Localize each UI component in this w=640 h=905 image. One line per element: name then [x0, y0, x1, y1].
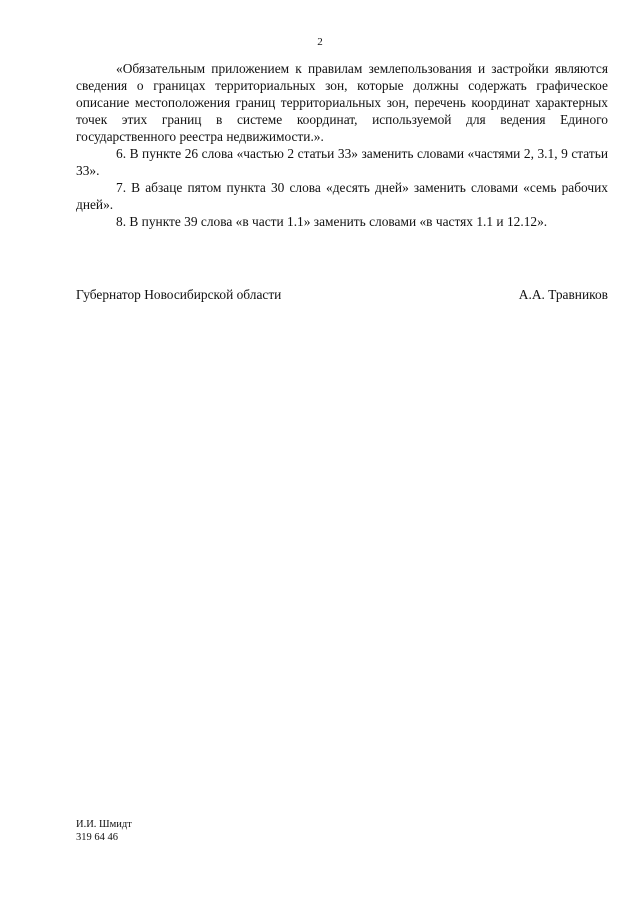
- paragraph-quote: «Обязательным приложением к правилам землепользования и застройки являются сведения о границах территориальных зон, которые должны содержать графическое описание местоположения границ территориальных зон, перечень координат характерных точек этих границ в системе координат, используемой для ведения Единого государственного реестра недвижимости.».: [76, 61, 608, 144]
- paragraph-item-8: 8. В пункте 39 слова «в части 1.1» заменить словами «в частях 1.1 и 12.12».: [116, 214, 548, 229]
- executor-phone: 319 64 46: [76, 832, 118, 843]
- paragraph-item-6: 6. В пункте 26 слова «частью 2 статьи 33» заменить словами «частями 2, 3.1, 9 статьи 33».: [76, 146, 608, 178]
- page-number: 2: [317, 36, 323, 48]
- document-body: [76, 60, 608, 230]
- signatory-name: А.А. Травников: [518, 287, 608, 302]
- signatory-position: Губернатор Новосибирской области: [76, 287, 282, 302]
- paragraph-item-7: 7. В абзаце пятом пункта 30 слова «десять дней» заменить словами «семь рабочих дней».: [76, 180, 608, 212]
- signature-block: [76, 287, 608, 303]
- executor-block: [76, 818, 132, 844]
- executor-name: И.И. Шмидт: [76, 819, 132, 830]
